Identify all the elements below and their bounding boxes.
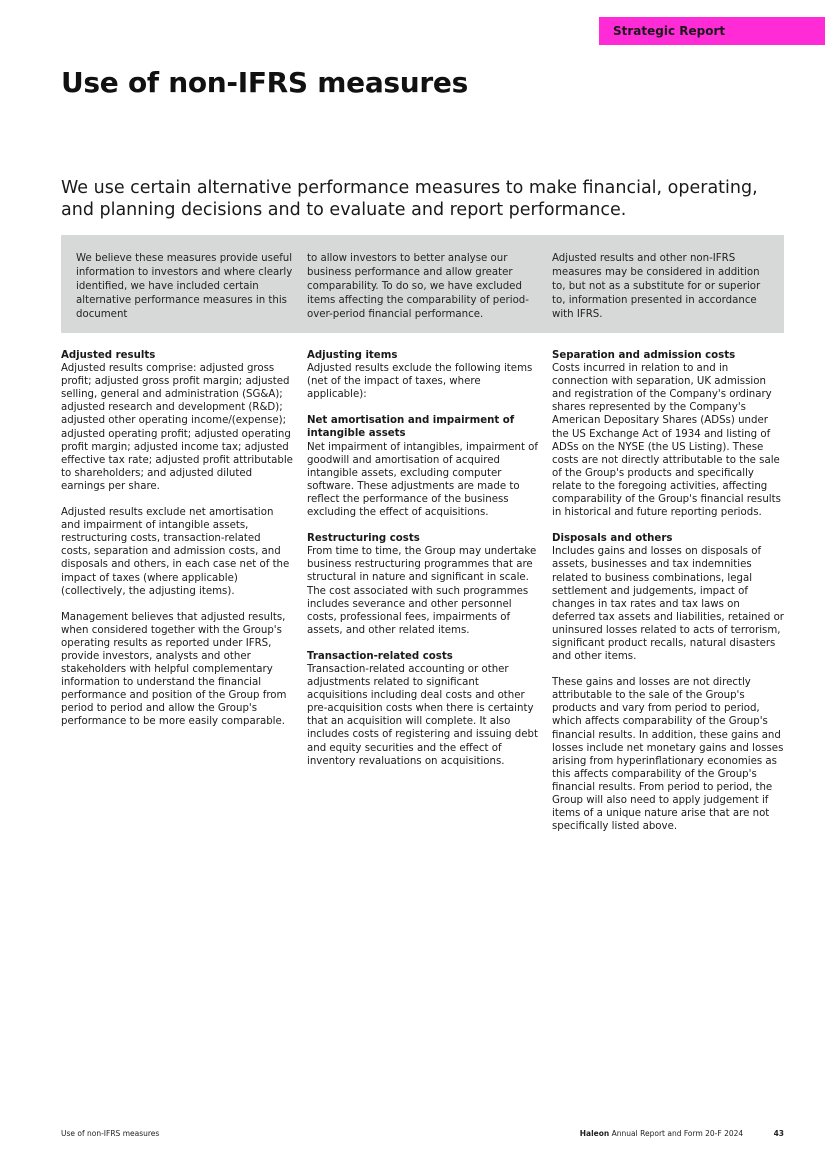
paragraph: Management believes that adjusted results, when considered together with the Group's operating results as reported under IFRS, provide investors, analysts and other stakeholders with helpful complementary information to understand the financial performance and position of the Group from period to period and allow the Group's performance to be more easily comparable.: [61, 611, 287, 728]
paragraph: These gains and losses are not directly attributable to the sale of the Group's products and vary from period to period, which affects comparability of the Group's financial results. In addition, these gains and losses include net monetary gains and losses arising from hyperinflationary economies as this affects comparability of the Group's financial results. From period to period, the Group will also need to apply judgement if items of a unique nature arise that are not specifically listed above.: [552, 677, 784, 833]
paragraph: Adjusted results comprise: adjusted gross profit; adjusted gross profit margin; adjusted selling, general and administration (SG&A); adjusted research and development (R&D); adjusted other operating income/(expense); adjusted operating profit; adjusted operating profit margin; adjusted income tax; adjusted effective tax rate; adjusted profit attributable to shareholders; and adjusted diluted earnings per share.: [61, 363, 293, 492]
paragraph: Costs incurred in relation to and in connection with separation, UK admission and registration of the Company's ordinary shares represented by the Company's American Depositary Shares (ADSs) under the US Exchange Act of 1934 and listing of ADSs on the NYSE (the US Listing). These costs are not directly attributable to the sale of the Group's products and specifically relate to the foregoing activities, affecting comparability of the Group's financial results in historical and future reporting periods.: [552, 363, 781, 519]
column-adjusting-items: [307, 349, 539, 768]
heading-restructuring-costs: Restructuring costs: [307, 533, 420, 545]
column-adjusted-results: [61, 349, 293, 729]
footer-section-name: Use of non-IFRS measures: [61, 1129, 160, 1138]
page-title: Use of non-IFRS measures: [61, 66, 468, 99]
heading-separation-admission: Separation and admission costs: [552, 350, 736, 361]
footer-report-title: Annual Report and Form 20-F 2024: [611, 1129, 744, 1138]
footer-report-info: [580, 1129, 784, 1138]
paragraph: Adjusted results exclude net amortisation and impairment of intangible assets, restructuring costs, transaction-related costs, separation and admission costs, and disposals and others, in each case net of the impact of taxes (where applicable) (collectively, the adjusting items).: [61, 507, 290, 597]
section-tag: Strategic Report: [599, 17, 825, 45]
heading-adjusting-items: Adjusting items: [307, 350, 398, 361]
footer-brand: Haleon: [579, 1129, 610, 1138]
page-number: 43: [773, 1129, 784, 1138]
intro-column-2: to allow investors to better analyse our business performance and allow greater comparability. To do so, we have excluded items affecting the comparability of period-over-period financial performance.: [307, 253, 529, 320]
heading-adjusted-results: Adjusted results: [61, 350, 156, 361]
paragraph: Adjusted results exclude the following items (net of the impact of taxes, where applicable):: [307, 363, 533, 401]
paragraph: From time to time, the Group may undertake business restructuring programmes that are structural in nature and significant in scale. The cost associated with such programmes includes severance and other personnel costs, professional fees, impairments of assets, and other related items.: [307, 546, 537, 636]
column-separation-disposals: [552, 349, 784, 833]
intro-box: [61, 235, 784, 333]
intro-column-1: We believe these measures provide useful information to investors and where clearly identified, we have included certain alternative performance measures in this document: [76, 253, 293, 320]
paragraph: Net impairment of intangibles, impairment of goodwill and amortisation of acquired intangible assets, excluding computer software. These adjustments are made to reflect the performance of the business excluding the effect of acquisitions.: [307, 441, 538, 519]
heading-disposals-others: Disposals and others: [552, 533, 673, 545]
paragraph: Includes gains and losses on disposals of assets, businesses and tax indemnities related to business combinations, legal settlement and judgements, impact of changes in tax rates and tax laws on deferred tax assets and liabilities, retained or uninsured losses related to acts of terrorism, significant product recalls, natural disasters and other items.: [552, 546, 784, 663]
heading-transaction-related-costs: Transaction-related costs: [307, 650, 453, 662]
lead-paragraph: We use certain alternative performance measures to make financial, operating, and planning decisions and to evaluate and report performance.: [61, 178, 758, 220]
heading-net-amortisation: Net amortisation and impairment of intangible assets: [307, 415, 515, 440]
paragraph: Transaction-related accounting or other adjustments related to significant acquisitions including deal costs and other pre-acquisition costs when there is certainty that an acquisition will complete. It also includes costs of registering and issuing debt and equity securities and the effect of inventory revaluations on acquisitions.: [307, 663, 538, 767]
intro-column-3: Adjusted results and other non-IFRS measures may be considered in addition to, but not as a substitute for or superior to, information presented in accordance with IFRS.: [552, 253, 761, 320]
